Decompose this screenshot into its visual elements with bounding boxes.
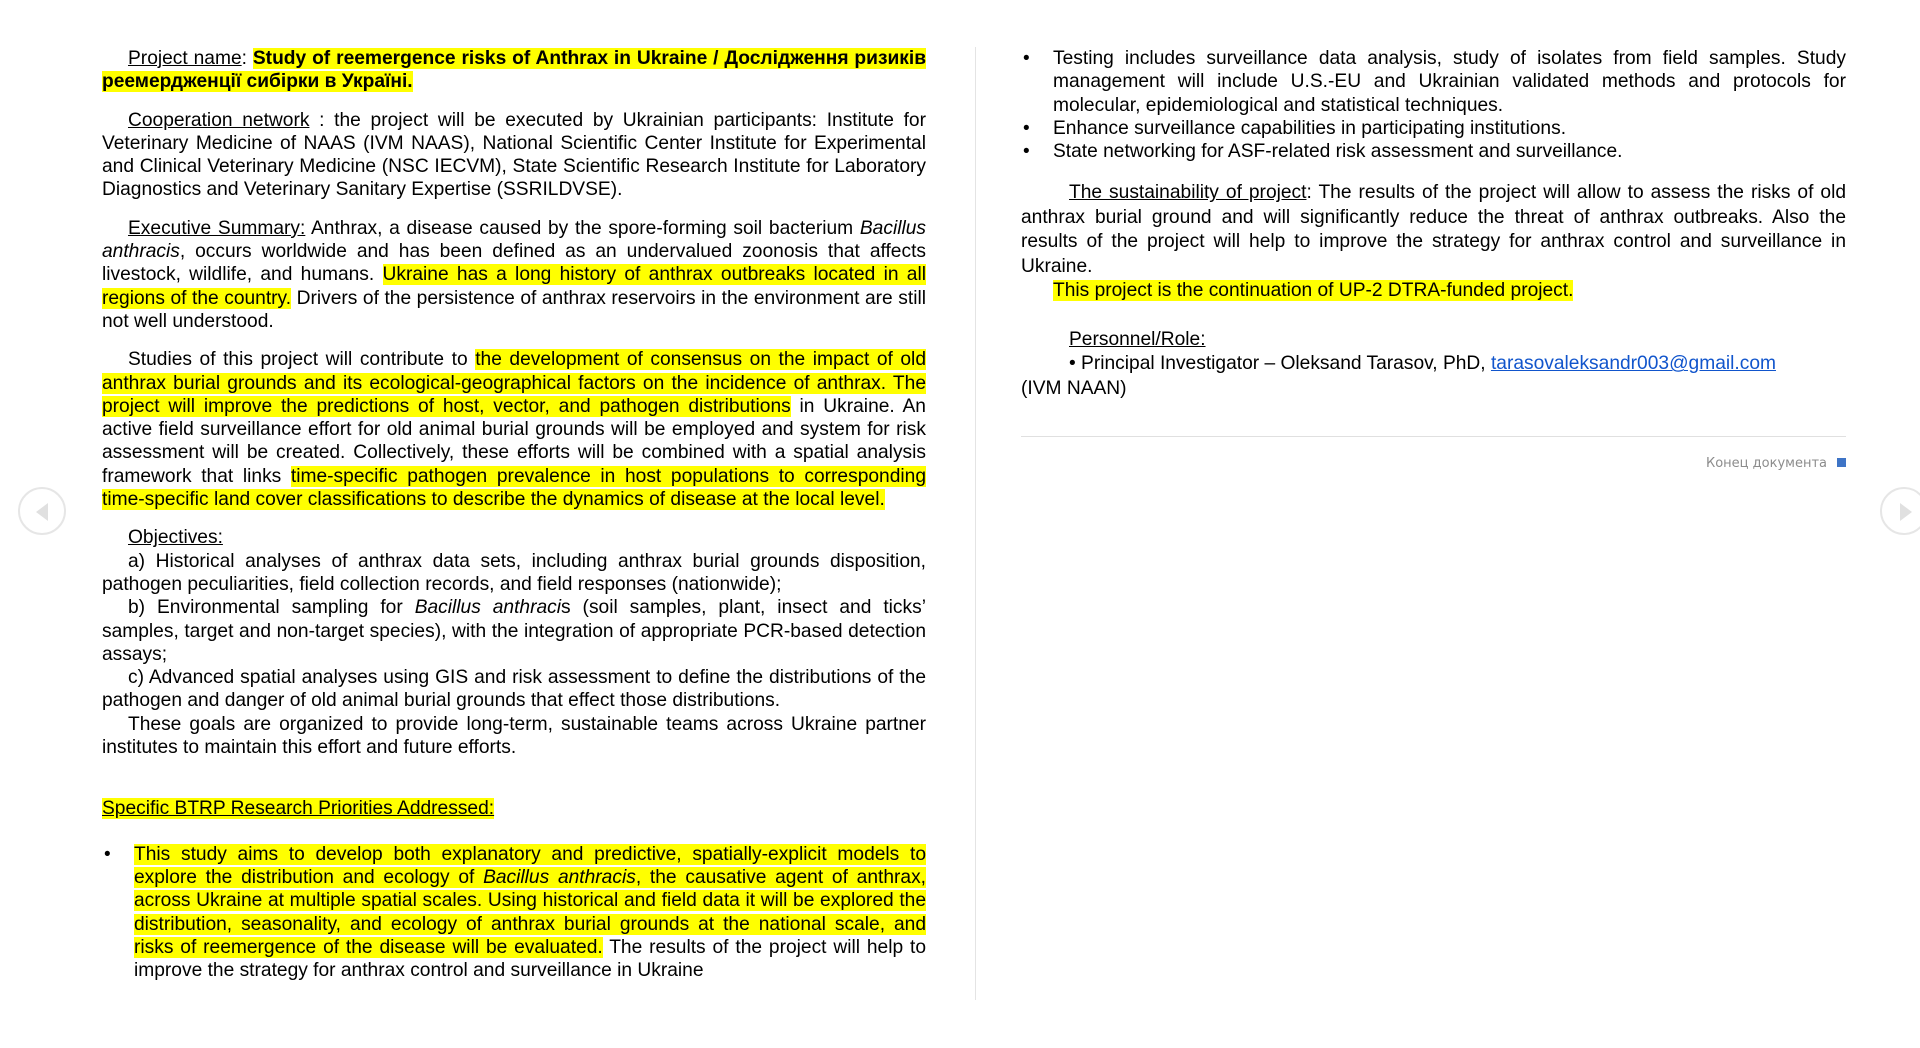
column-divider xyxy=(975,47,976,1000)
cooperation-text: : the project will be executed by Ukrainian participants: Institute for Veterinary Medicine of NAAS (IVM NAAS), National Scientific Center Institute for Experimental and Clinical Veterinary Medicine (NSC IECVM), State Scientific Research Institute for Laboratory Diagnostics and Veterinary Sanitary Expertise (SSRILDVSE). xyxy=(102,109,926,201)
objectives-heading-line xyxy=(102,526,926,549)
sustainability-label: The sustainability of project xyxy=(1069,182,1307,204)
project-name-paragraph xyxy=(102,47,926,94)
personnel-heading: Personnel/Role: xyxy=(1069,328,1206,350)
end-square-icon xyxy=(1837,458,1846,467)
objective-b-species: Bacillus anthraci xyxy=(414,597,562,619)
executive-text-3: Drivers of the persistence of anthrax reservoirs in the environment are still not well understood. xyxy=(102,287,926,332)
project-name-label: Project name xyxy=(128,48,242,69)
previous-page-button[interactable] xyxy=(18,487,66,535)
priorities-heading-line xyxy=(102,797,926,820)
end-of-document-label: Конец документа xyxy=(1706,456,1827,472)
objective-b-text-1: b) Environmental sampling for xyxy=(128,597,415,619)
organization-line: (IVM NAAN) xyxy=(1021,377,1127,399)
investigator-email-link[interactable]: tarasovaleksandr003@gmail.com xyxy=(1490,353,1776,375)
continuation-highlight: This project is the continuation of UP-2 DTRA-funded project. xyxy=(1053,280,1574,302)
studies-text-1: Studies of this project will contribute to xyxy=(128,349,476,371)
right-column xyxy=(1021,47,1846,472)
objectives-section xyxy=(102,526,926,759)
project-name-colon: : xyxy=(241,48,253,69)
objective-c: c) Advanced spatial analyses using GIS and risk assessment to define the distributions of the pathogen and danger of old animal burial grounds that effect those distributions. xyxy=(102,667,926,712)
priorities-highlight-1: This study aims to develop both explanatory and predictive, spatially-explicit models to explore the distribution and ecology of xyxy=(134,843,926,888)
continuation-line xyxy=(1021,279,1846,304)
objective-a: a) Historical analyses of anthrax data sets, including anthrax burial grounds disposition, pathogen peculiarities, field collection records, and field responses (nationwide); xyxy=(102,550,926,595)
sustainability-paragraph xyxy=(1021,181,1846,279)
priorities-list xyxy=(102,843,926,983)
executive-species-name: Bacillus anthracis xyxy=(102,217,926,263)
project-title: Study of reemergence risks of Anthrax in Ukraine / Дослідження ризиків реемердженції сибірки в Україні. xyxy=(102,48,927,93)
next-page-button[interactable] xyxy=(1880,487,1920,535)
activity-bullet: • State networking for ASF-related risk assessment and surveillance. xyxy=(1021,140,1846,163)
principal-investigator: • Principal Investigator – Oleksand Tarasov, PhD, xyxy=(1069,353,1491,375)
objectives-goals: These goals are organized to provide long-term, sustainable teams across Ukraine partner institutes to maintain this effort and future efforts. xyxy=(102,713,926,759)
priorities-species: Bacillus anthracis xyxy=(483,866,636,888)
activities-list xyxy=(1021,47,1846,163)
priorities-highlight-2: , the causative agent of anthrax, across Ukraine at multiple spatial scales. Using historical and field data it will be explored the distribution, seasonality, and ecology of anthrax burial grounds at the national scale, and risks of reemergence of the disease will be evaluated. xyxy=(134,866,926,958)
personnel-heading-line xyxy=(1021,328,1846,353)
end-divider xyxy=(1021,436,1846,437)
sustainability-text: : The results of the project will allow to assess the risks of old anthrax burial ground and will significantly reduce the threat of anthrax outbreaks. Also the results of the project will help to improve the strategy for anthrax control and surveillance in Ukraine. xyxy=(1021,182,1846,277)
end-of-document-marker xyxy=(1021,456,1846,472)
studies-paragraph xyxy=(102,348,926,511)
objective-b-text-2: s (soil samples, plant, insect and ticks’ samples, target and non-target species), with the integration of appropriate PCR-based detection assays; xyxy=(102,597,926,665)
executive-text-1: Anthrax, a disease caused by the spore-forming soil bacterium xyxy=(305,217,860,239)
cooperation-label: Cooperation network xyxy=(128,109,310,131)
objectives-heading: Objectives: xyxy=(128,527,223,549)
left-column xyxy=(102,47,926,982)
priorities-bullet xyxy=(102,843,926,983)
principal-investigator-line xyxy=(1021,352,1846,377)
activity-bullet: • Enhance surveillance capabilities in participating institutions. xyxy=(1021,117,1846,140)
priorities-tail: The results of the project will help to improve the strategy for anthrax control and surveillance in Ukraine xyxy=(134,936,926,982)
executive-text-2: , occurs worldwide and has been defined as an undervalued zoonosis that affects livestock, wildlife, and humans. xyxy=(102,241,926,286)
activity-bullet: • Testing includes surveillance data analysis, study of isolates from field samples. Study management will include U.S.-EU and Ukrainian validated methods and protocols for molecular, epidemiological and statistical techniques. xyxy=(1021,47,1846,117)
objective-b xyxy=(102,596,926,666)
executive-summary-paragraph xyxy=(102,217,926,333)
priorities-heading: Specific BTRP Research Priorities Addressed: xyxy=(102,798,495,820)
studies-highlight-2: time-specific pathogen prevalence in host populations to corresponding time-specific land cover classifications to describe the dynamics of disease at the local level. xyxy=(102,465,926,511)
studies-text-2: in Ukraine. An active field surveillance effort for old animal burial grounds will be employed and system for risk assessment will be created. Collectively, these efforts will be combined with a spatial analysis framework that links xyxy=(102,395,926,487)
executive-highlight: Ukraine has a long history of anthrax outbreaks located in all regions of the country. xyxy=(102,264,927,309)
studies-highlight-1: the development of consensus on the impact of old anthrax burial grounds and its ecological-geographical factors on the incidence of anthrax. The project will improve the predictions of host, vector, and pathogen distributions xyxy=(102,349,926,417)
executive-summary-label: Executive Summary: xyxy=(128,217,306,239)
cooperation-paragraph xyxy=(102,109,926,202)
